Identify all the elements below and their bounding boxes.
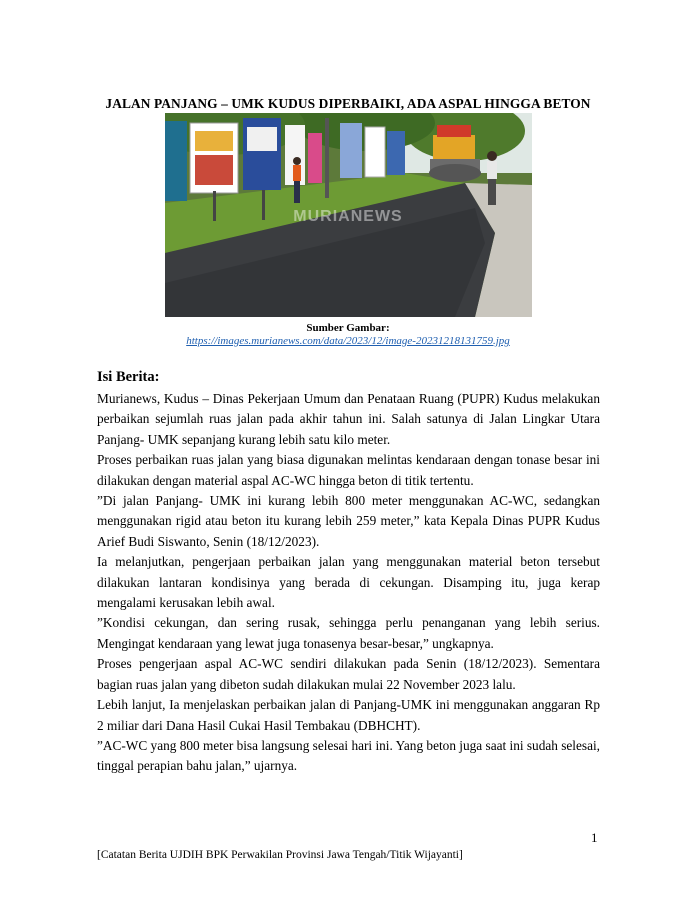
paragraph: ”Kondisi cekungan, dan sering rusak, sehingga perlu penanganan yang lebih serius. Mengingat kendaraan yang lewat juga tonasenya besar-besar,” ungkapnya. (97, 615, 600, 651)
footer-note: [Catatan Berita UJDIH BPK Perwakilan Provinsi Jawa Tengah/Titik Wijayanti] (97, 849, 463, 861)
paragraph: ”Di jalan Panjang- UMK ini kurang lebih 800 meter menggunakan AC-WC, sedangkan menggunakan rigid atau beton itu kurang lebih 259 meter,” kata Kepala Dinas PUPR Kudus Arief Budi Siswanto, Senin (18/12/2023). (97, 493, 600, 549)
page-number: 1 (591, 830, 598, 845)
paragraph: Lebih lanjut, Ia menjelaskan perbaikan jalan di Panjang-UMK ini menggunakan anggaran Rp 2 miliar dari Dana Hasil Cukai Hasil Tembakau (DBHCHT). (97, 697, 600, 733)
paragraph: Proses perbaikan ruas jalan yang biasa digunakan melintas kendaraan dengan tonase besar ini dilakukan dengan material aspal AC-WC hingga beton di titik tertentu. (97, 452, 600, 488)
news-photo (165, 113, 532, 317)
image-watermark: MURIANEWS (293, 208, 403, 225)
image-caption-label: Sumber Gambar: (306, 322, 390, 334)
paragraph: Ia melanjutkan, pengerjaan perbaikan jalan yang menggunakan material beton tersebut dilakukan lantaran kondisinya yang berada di cekungan. Disamping itu, juga kerap mengalami kerusakan lebih awal. (97, 554, 600, 611)
paragraph: Proses pengerjaan aspal AC-WC sendiri dilakukan pada Senin (18/12/2023). Sementara bagian ruas jalan yang dibeton sudah dilakukan mulai 22 November 2023 lalu. (97, 656, 600, 692)
section-title: Isi Berita: (97, 369, 160, 385)
paragraph: Murianews, Kudus – Dinas Pekerjaan Umum dan Penataan Ruang (PUPR) Kudus melakukan perbaikan sejumlah ruas jalan pada akhir tahun ini. Salah satunya di Jalan Lingkar Utara Panjang- UMK sepanjang kurang lebih satu kilo meter. (97, 391, 600, 447)
article-title: JALAN PANJANG – UMK KUDUS DIPERBAIKI, ADA ASPAL HINGGA BETON (105, 96, 591, 111)
image-source-link[interactable]: https://images.murianews.com/data/2023/12/image-20231218131759.jpg (186, 335, 510, 347)
article-body (97, 389, 600, 777)
paragraph: ”AC-WC yang 800 meter bisa langsung selesai hari ini. Yang beton juga saat ini sudah selesai, tinggal perapian bahu jalan,” ujarnya. (97, 737, 600, 774)
